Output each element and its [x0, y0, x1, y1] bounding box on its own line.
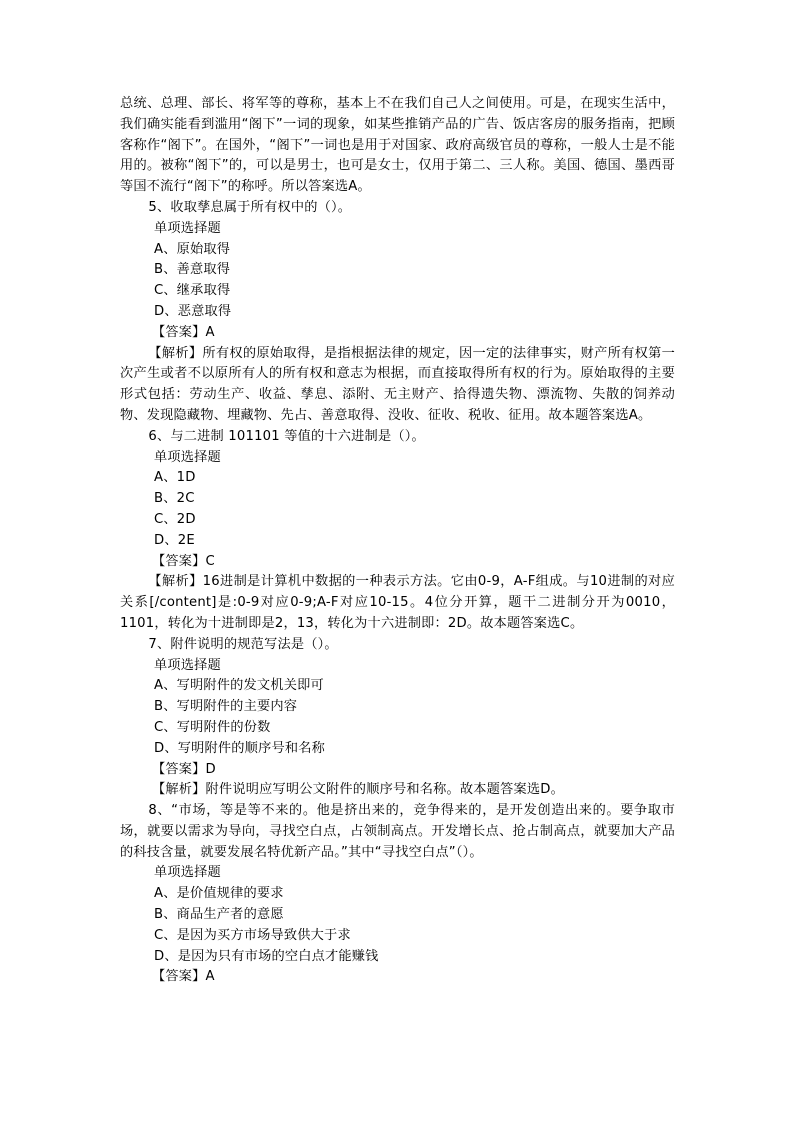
- question-type: 单项选择题: [154, 657, 221, 673]
- option-a: A、1D: [154, 470, 196, 486]
- question-5: [120, 198, 675, 427]
- option-d: D、2E: [154, 532, 195, 548]
- option-d: D、是因为只有市场的空白点才能赚钱: [154, 948, 379, 964]
- answer: 【答案】D: [152, 761, 216, 777]
- option-a: A、原始取得: [154, 241, 231, 257]
- question-stem: 8、“市场，等是等不来的。他是挤出来的，竞争得来的，是开发创造出来的。要争取市场，就要以需求为导向，寻找空白点，占领制高点。开发增长点、抢占制高点，就要加大产品的科技含量，就要发展名特优新产品。”其中“寻找空白点”（）。: [120, 803, 675, 860]
- question-6: [120, 427, 675, 635]
- intro-paragraph: 总统、总理、部长、将军等的尊称，基本上不在我们自己人之间使用。可是，在现实生活中，我们确实能看到滥用“阁下”一词的现象，如某些推销产品的广告、饭店客房的服务指南，把顾客称作“阁下”。在国外，“阁下”一词也是用于对国家、政府高级官员的尊称，一般人士是不能用的。被称“阁下”的，可以是男士，也可是女士，仅用于第二、三人称。美国、德国、墨西哥等国不流行“阁下”的称呼。所以答案选A。: [120, 96, 675, 195]
- option-b: B、2C: [154, 491, 195, 507]
- option-b: B、商品生产者的意愿: [154, 907, 284, 923]
- question-stem: 6、与二进制 101101 等值的十六进制是（）。: [148, 428, 425, 444]
- question-8: [120, 801, 675, 988]
- option-c: C、是因为买方市场导致供大于求: [154, 927, 351, 943]
- question-stem: 5、收取孳息属于所有权中的（）。: [148, 199, 352, 215]
- question-7: [120, 635, 675, 801]
- question-type: 单项选择题: [154, 220, 221, 236]
- question-type: 单项选择题: [154, 449, 221, 465]
- option-c: C、写明附件的份数: [154, 719, 271, 735]
- option-c: C、继承取得: [154, 283, 231, 299]
- option-b: B、善意取得: [154, 262, 231, 278]
- option-b: B、写明附件的主要内容: [154, 699, 298, 715]
- option-d: D、写明附件的顺序号和名称: [154, 740, 326, 756]
- analysis: 【解析】16进制是计算机中数据的一种表示方法。它由0-9，A-F组成。与10进制的对应关系[/content]是:0-9对应0-9;A-F对应10-15。4位分开算，题干二进制分开为0010，1101，转化为十进制即是2，13，转化为十六进制即：2D。故本题答案选C。: [120, 574, 675, 631]
- answer: 【答案】C: [152, 553, 215, 569]
- option-c: C、2D: [154, 511, 196, 527]
- option-a: A、是价值规律的要求: [154, 886, 284, 902]
- answer: 【答案】A: [152, 969, 215, 985]
- document-page: [120, 94, 675, 988]
- answer: 【答案】A: [152, 324, 215, 340]
- analysis: 【解析】附件说明应写明公文附件的顺序号和名称。故本题答案选D。: [152, 782, 564, 798]
- question-stem: 7、附件说明的规范写法是（）。: [148, 636, 338, 652]
- question-type: 单项选择题: [154, 865, 221, 881]
- analysis: 【解析】所有权的原始取得，是指根据法律的规定，因一定的法律事实，财产所有权第一次产生或者不以原所有人的所有权和意志为根据，而直接取得所有权的行为。原始取得的主要形式包括：劳动生产、收益、孳息、添附、无主财产、拾得遗失物、漂流物、失散的饲养动物、发现隐藏物、埋藏物、先占、善意取得、没收、征收、税收、征用。故本题答案选A。: [120, 345, 675, 423]
- option-a: A、写明附件的发文机关即可: [154, 678, 324, 694]
- option-d: D、恶意取得: [154, 303, 232, 319]
